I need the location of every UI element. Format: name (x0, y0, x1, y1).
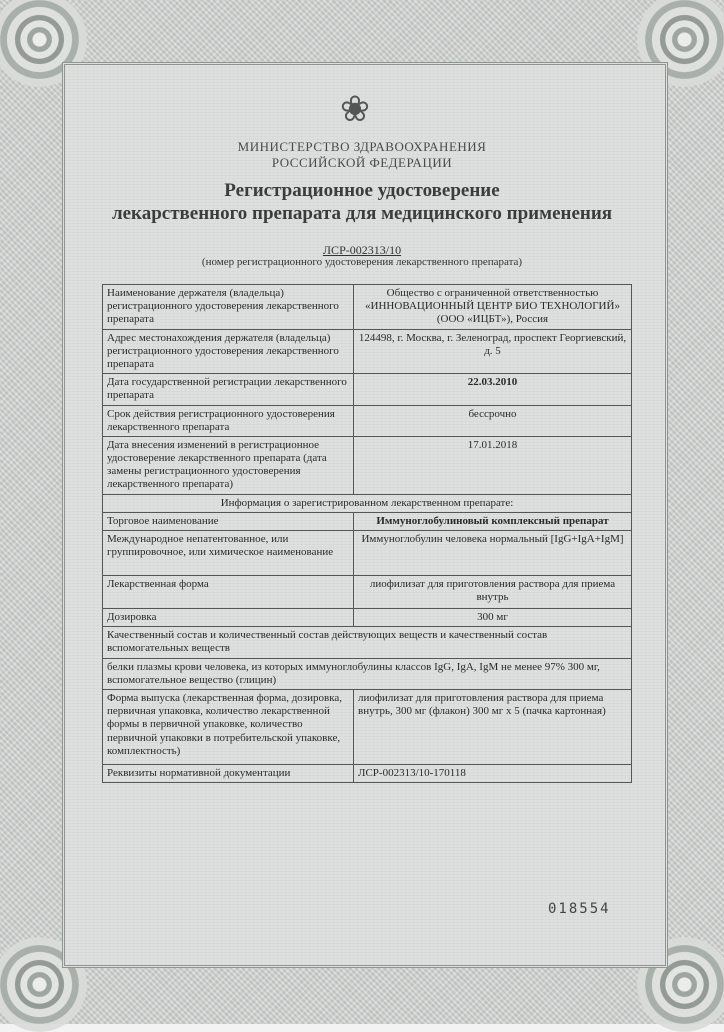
table-row (103, 576, 632, 609)
form-value: лиофилизат для приготовления раствора для приема внутрь (354, 576, 632, 609)
change-date-label: Дата внесения изменений в регистрационное удостоверение лекарственного препарата (дата замены регистрационного удостоверения лекарственного препарата) (103, 436, 354, 494)
table-row (103, 531, 632, 576)
table-row (103, 658, 632, 689)
table-row (103, 285, 632, 330)
composition-heading: Качественный состав и количественный состав действующих веществ и качественный состав вспомогательных веществ (103, 627, 632, 658)
holder-label: Наименование держателя (владельца) регистрационного удостоверения лекарственного препарата (103, 285, 354, 330)
release-form-value: лиофилизат для приготовления раствора для приема внутрь, 300 мг (флакон) 300 мг x 5 (пачка картонная) (354, 689, 632, 764)
table-row (103, 374, 632, 405)
inn-label: Международное непатентованное, или группировочное, или химическое наименование (103, 531, 354, 576)
change-date-value: 17.01.2018 (354, 436, 632, 494)
serial-number: 018554 (548, 901, 611, 917)
composition-value: белки плазмы крови человека, из которых иммуноглобулины классов IgG, IgA, IgM не менее 97% 300 мг, вспомогательное вещество (глицин) (103, 658, 632, 689)
registration-number: ЛСР-002313/10 (322, 243, 402, 257)
table-row (103, 689, 632, 764)
table-row (103, 512, 632, 530)
registration-table (102, 284, 632, 783)
dosage-value: 300 мг (354, 609, 632, 627)
table-row (103, 405, 632, 436)
table-row (103, 764, 632, 782)
normative-doc-label: Реквизиты нормативной документации (103, 764, 354, 782)
trade-name-label: Торговое наименование (103, 512, 354, 530)
release-form-label: Форма выпуска (лекарственная форма, дозировка, первичная упаковка, количество лекарственной формы в первичной упаковке, количество первичной упаковки в потребительской упаковке, комплектность) (103, 689, 354, 764)
holder-value: Общество с ограниченной ответственностью «ИННОВАЦИОННЫЙ ЦЕНТР БИО ТЕХНОЛОГИЙ» (ООО «ИЦБТ»), Россия (354, 285, 632, 330)
table-row (103, 436, 632, 494)
trade-name-value: Иммуноглобулиновый комплексный препарат (354, 512, 632, 530)
validity-label: Срок действия регистрационного удостоверения лекарственного препарата (103, 405, 354, 436)
table-row (103, 627, 632, 658)
dosage-label: Дозировка (103, 609, 354, 627)
ministry-line-2: РОССИЙСКОЙ ФЕДЕРАЦИИ (271, 155, 453, 170)
reg-date-value: 22.03.2010 (354, 374, 632, 405)
ministry-line-1: МИНИСТЕРСТВО ЗДРАВООХРАНЕНИЯ (237, 139, 487, 154)
address-label: Адрес местонахождения держателя (владельца) регистрационного удостоверения лекарственного препарата (103, 329, 354, 374)
registration-number-caption: (номер регистрационного удостоверения лекарственного препарата) (201, 256, 523, 268)
document-title-line-1: Регистрационное удостоверение (224, 180, 500, 201)
reg-date-label: Дата государственной регистрации лекарственного препарата (103, 374, 354, 405)
table-row (103, 609, 632, 627)
normative-doc-value: ЛСР-002313/10-170118 (354, 764, 632, 782)
inn-value: Иммуноглобулин человека нормальный [IgG+IgA+IgM] (354, 531, 632, 576)
table-row (103, 329, 632, 374)
table-row (103, 494, 632, 512)
form-label: Лекарственная форма (103, 576, 354, 609)
info-heading: Информация о зарегистрированном лекарственном препарате: (103, 494, 632, 512)
coat-of-arms-icon: ❀ (339, 89, 371, 129)
document-title-line-2: лекарственного препарата для медицинского применения (111, 203, 613, 224)
address-value: 124498, г. Москва, г. Зеленоград, проспект Георгиевский, д. 5 (354, 329, 632, 374)
validity-value: бессрочно (354, 405, 632, 436)
